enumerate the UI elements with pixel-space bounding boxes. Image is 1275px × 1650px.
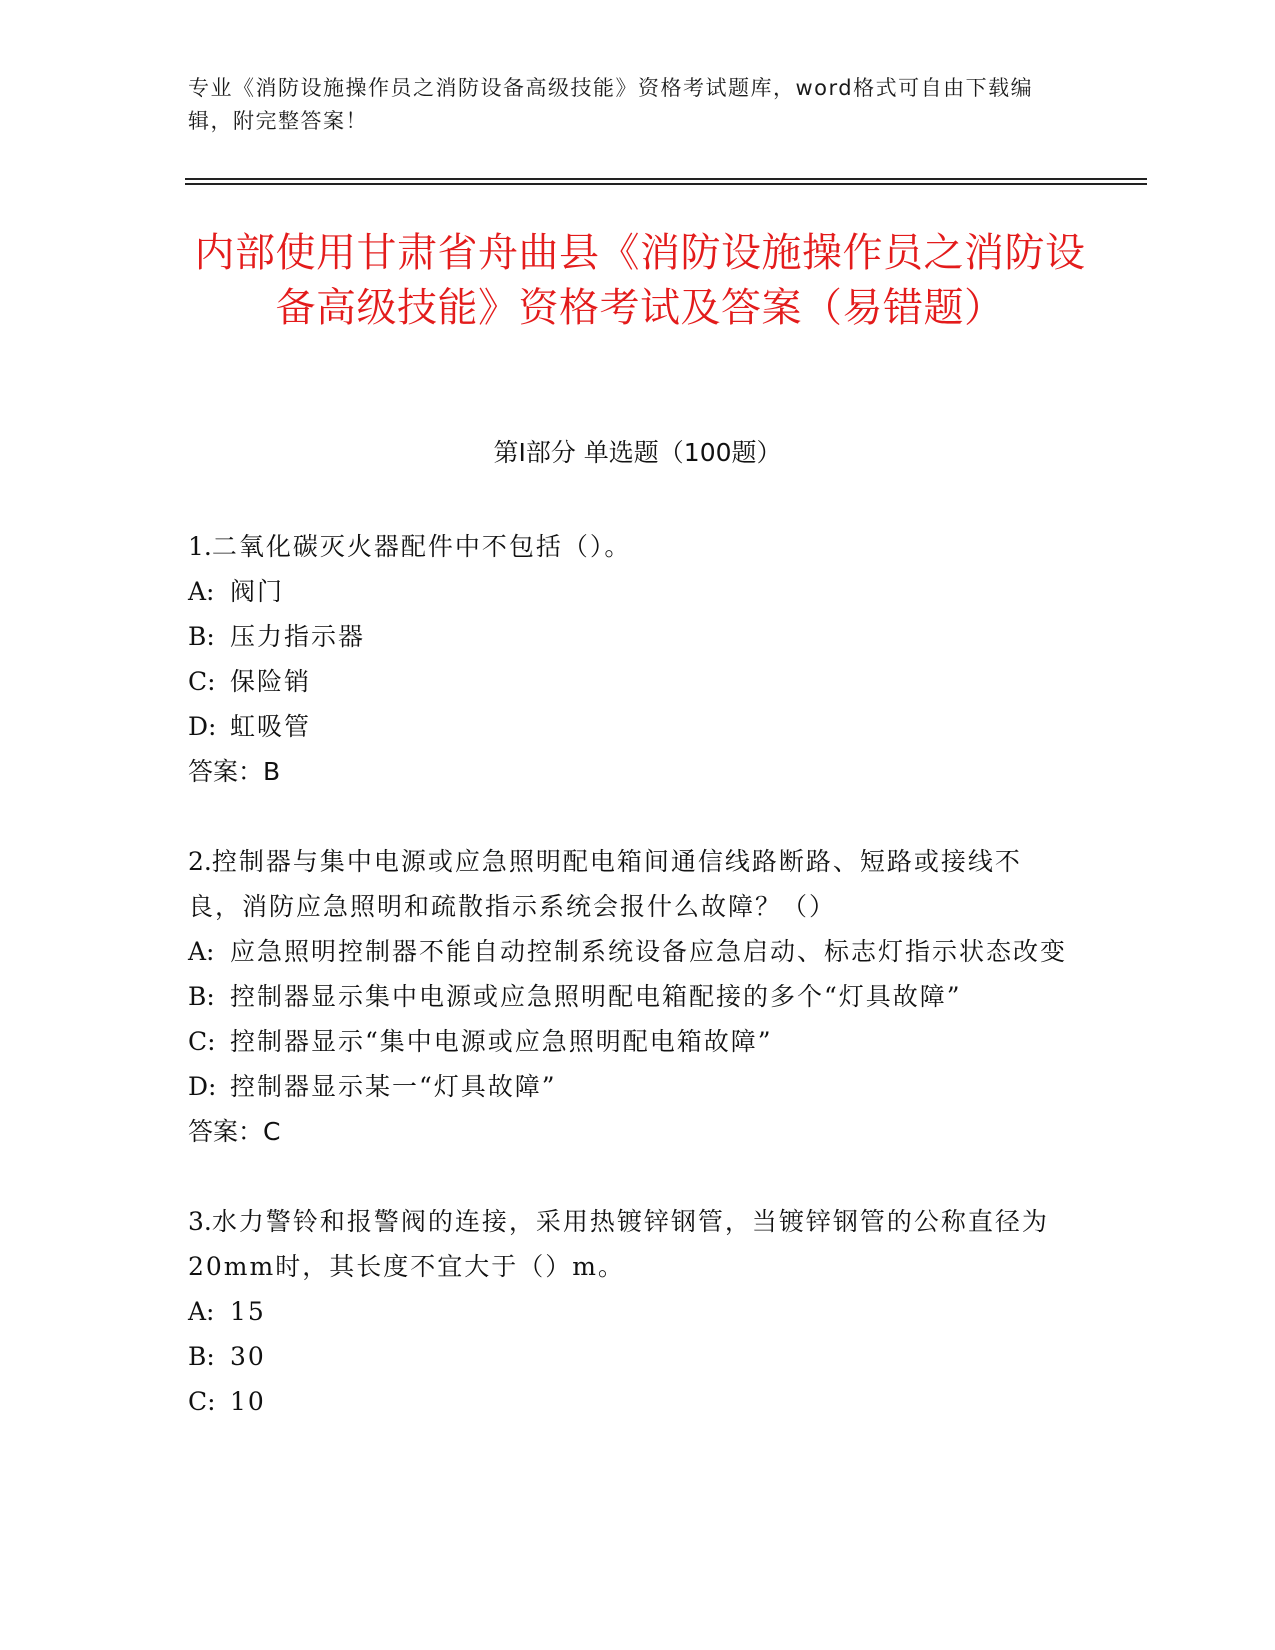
option-text: 保险销 (230, 667, 312, 696)
option-key: D: (188, 712, 217, 741)
option-key: C: (188, 667, 216, 696)
option-key: C: (188, 1027, 216, 1056)
option-text: 10 (230, 1387, 266, 1416)
option-key: D: (188, 1072, 217, 1101)
question-list (188, 524, 1068, 1469)
section-title: 第I部分 单选题（100题） (493, 438, 782, 467)
option-text: 阀门 (230, 577, 285, 606)
question-text: 水力警铃和报警阀的连接，采用热镀锌钢管，当镀锌钢管的公称直径为20mm时，其长度不宜大于（）m。 (188, 1207, 1049, 1281)
option-text: 15 (230, 1297, 266, 1326)
option-key: A: (188, 577, 215, 606)
option-key: B: (188, 1342, 215, 1371)
header-note: 专业《消防设施操作员之消防设备高级技能》资格考试题库，word格式可自由下载编辑，附完整答案！ (188, 76, 1034, 133)
option-key: A: (188, 1297, 215, 1326)
option-key: B: (188, 622, 215, 651)
answer-line: 答案：C (188, 1117, 281, 1146)
option-text: 30 (230, 1342, 266, 1371)
header-divider-top (185, 178, 1147, 180)
option-c (188, 659, 1068, 704)
question-number: 1. (188, 532, 212, 561)
option-text: 控制器显示某一“灯具故障” (230, 1072, 557, 1101)
question-number: 3. (188, 1207, 212, 1236)
option-text: 控制器显示“集中电源或应急照明配电箱故障” (230, 1027, 773, 1056)
question-2 (188, 839, 1068, 1154)
header-divider-bottom (185, 183, 1147, 185)
option-key: A: (188, 937, 215, 966)
option-key: B: (188, 982, 215, 1011)
question-3 (188, 1199, 1068, 1424)
question-text: 二氧化碳灭火器配件中不包括（）。 (211, 532, 632, 561)
option-text: 压力指示器 (230, 622, 366, 651)
option-text: 控制器显示集中电源或应急照明配电箱配接的多个“灯具故障” (230, 982, 962, 1011)
question-stem (188, 839, 1068, 929)
option-key: C: (188, 1387, 216, 1416)
question-1 (188, 524, 1068, 794)
option-d (188, 1064, 1068, 1109)
option-c (188, 1379, 1068, 1424)
option-b (188, 614, 1068, 659)
question-stem (188, 524, 1068, 569)
option-text: 应急照明控制器不能自动控制系统设备应急启动、标志灯指示状态改变 (230, 937, 1068, 966)
option-text: 虹吸管 (230, 712, 312, 741)
option-b (188, 974, 1068, 1019)
document-title: 内部使用甘肃省舟曲县《消防设施操作员之消防设备高级技能》资格考试及答案（易错题） (194, 230, 1086, 331)
option-c (188, 1019, 1068, 1064)
option-b (188, 1334, 1068, 1379)
option-a (188, 929, 1068, 974)
option-d (188, 704, 1068, 749)
question-stem (188, 1199, 1068, 1289)
option-a (188, 569, 1068, 614)
option-a (188, 1289, 1068, 1334)
question-text: 控制器与集中电源或应急照明配电箱间通信线路断路、短路或接线不良，消防应急照明和疏散指示系统会报什么故障？（） (188, 847, 1022, 921)
answer-line: 答案：B (188, 757, 281, 786)
question-number: 2. (188, 847, 212, 876)
